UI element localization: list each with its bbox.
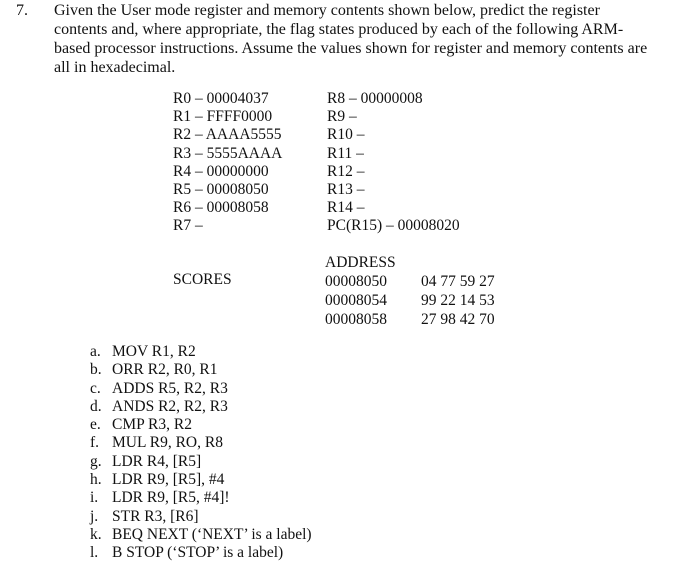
register-r14: R14 – — [327, 199, 365, 217]
memory-row — [325, 310, 495, 329]
instruction-item — [90, 361, 312, 379]
register-r1: R1 – FFFF0000 — [173, 108, 273, 126]
register-r13: R13 – — [327, 181, 365, 199]
instruction-letter: h. — [90, 471, 102, 489]
instruction-letter: a. — [90, 343, 101, 360]
instruction-text: ORR R2, R0, R1 — [112, 361, 218, 379]
memory-address-header: ADDRESS — [325, 254, 396, 271]
instruction-text: MOV R1, R2 — [112, 343, 196, 360]
instruction-text: B STOP (‘STOP’ is a label) — [112, 544, 284, 562]
prompt-line: based processor instructions. Assume the values shown for register and memory contents are — [54, 40, 648, 57]
memory-bytes: 99 22 14 53 — [421, 292, 495, 309]
memory-address: 00008058 — [325, 311, 387, 328]
instruction-letter: b. — [90, 361, 102, 379]
memory-bytes: 27 98 42 70 — [421, 311, 495, 328]
instruction-letter: d. — [90, 397, 102, 415]
instruction-item — [90, 489, 312, 507]
register-r10: R10 – — [327, 126, 365, 144]
prompt-line: contents and, where appropriate, the flag states produced by each of the following ARM- — [54, 21, 624, 38]
register-r0: R0 – 00004037 — [173, 90, 269, 107]
memory-bytes: 04 77 59 27 — [421, 273, 495, 290]
instruction-item — [90, 343, 312, 361]
question-prompt — [54, 1, 674, 77]
register-r6: R6 – 00008058 — [173, 199, 269, 217]
register-r5: R5 – 00008050 — [173, 181, 269, 199]
register-r8: R8 – 00000008 — [327, 90, 423, 107]
instruction-text: BEQ NEXT (‘NEXT’ is a label) — [112, 525, 312, 543]
instruction-text: ADDS R5, R2, R3 — [112, 379, 228, 397]
scores-label: SCORES — [173, 271, 232, 288]
instruction-letter: j. — [90, 507, 99, 525]
register-pc: PC(R15) – 00008020 — [327, 217, 460, 235]
instruction-item — [90, 380, 312, 398]
instruction-text: LDR R9, [R5], #4 — [112, 471, 225, 489]
instruction-text: LDR R4, [R5] — [112, 452, 202, 470]
instruction-item — [90, 526, 312, 544]
register-r12: R12 – — [327, 162, 365, 180]
memory-row — [325, 272, 495, 291]
memory-address: 00008050 — [325, 273, 387, 290]
instruction-item — [90, 453, 312, 471]
memory-table — [325, 253, 495, 329]
instruction-letter: l. — [90, 544, 99, 562]
question-number: 7. — [16, 2, 28, 19]
instruction-text: LDR R9, [R5, #4]! — [112, 489, 230, 507]
register-list-right — [327, 90, 460, 236]
instruction-letter: f. — [90, 434, 100, 452]
instruction-list — [90, 343, 312, 563]
instruction-item — [90, 544, 312, 562]
prompt-line: Given the User mode register and memory contents shown below, predict the register — [54, 2, 600, 19]
prompt-line: all in hexadecimal. — [54, 59, 176, 76]
instruction-letter: i. — [90, 489, 99, 507]
register-r11: R11 – — [327, 144, 364, 162]
instruction-letter: g. — [90, 452, 102, 470]
register-r3: R3 – 5555AAAA — [173, 144, 283, 162]
register-r7: R7 – — [173, 217, 203, 235]
instruction-item — [90, 398, 312, 416]
register-r2: R2 – AAAA5555 — [173, 126, 282, 144]
instruction-text: ANDS R2, R2, R3 — [112, 397, 228, 415]
instruction-item — [90, 434, 312, 452]
instruction-item — [90, 471, 312, 489]
instruction-text: STR R3, [R6] — [112, 507, 199, 525]
instruction-item — [90, 508, 312, 526]
instruction-letter: c. — [90, 379, 101, 397]
register-r4: R4 – 00000000 — [173, 162, 269, 180]
register-r9: R9 – — [327, 108, 357, 126]
instruction-item — [90, 416, 312, 434]
instruction-text: CMP R3, R2 — [112, 416, 192, 434]
memory-address: 00008054 — [325, 292, 387, 309]
instruction-letter: k. — [90, 525, 102, 543]
memory-row — [325, 291, 495, 310]
register-list-left — [173, 90, 282, 236]
instruction-text: MUL R9, RO, R8 — [112, 434, 223, 452]
instruction-letter: e. — [90, 416, 101, 434]
